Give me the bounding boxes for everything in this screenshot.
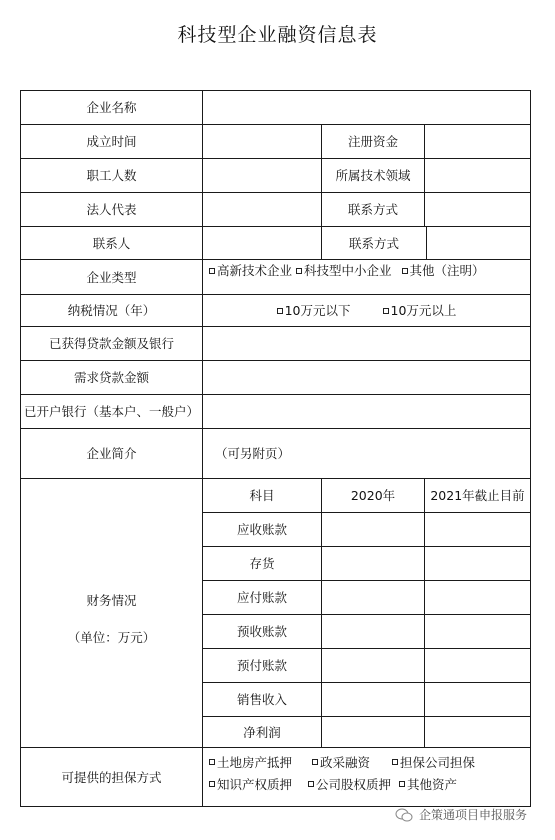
label-contact-method-1: 联系方式 <box>321 192 425 227</box>
field-contact-method-1[interactable] <box>424 192 531 227</box>
checkbox-icon <box>209 781 215 787</box>
tax-above-100k[interactable]: 10万元以上 <box>383 303 457 318</box>
finance-row-label: 净利润 <box>202 716 322 748</box>
watermark <box>395 806 527 823</box>
profile-note: （可另附页） <box>215 446 291 461</box>
label-registered-capital: 注册资金 <box>321 124 425 159</box>
company-type-sme[interactable]: 科技型中小企业 <box>296 263 392 278</box>
tax-below-100k[interactable]: 10万元以下 <box>277 303 351 318</box>
label-established: 成立时间 <box>20 124 203 159</box>
company-type-options <box>202 259 531 295</box>
finance-cell-2021[interactable] <box>424 648 531 683</box>
field-loans-obtained[interactable] <box>202 326 531 361</box>
label-finance <box>20 478 203 748</box>
field-legal-rep[interactable] <box>202 192 322 227</box>
checkbox-icon <box>392 759 398 765</box>
label-bank-accounts: 已开户银行（基本户、一般户） <box>20 394 203 429</box>
finance-row-label: 预收账款 <box>202 614 322 649</box>
finance-cell-2021[interactable] <box>424 512 531 547</box>
label-company-type: 企业类型 <box>20 259 203 295</box>
finance-header-2021: 2021年截止目前 <box>424 478 531 513</box>
finance-unit: （单位：万元） <box>67 630 156 645</box>
form-title: 科技型企业融资信息表 <box>177 24 378 46</box>
label-loans-obtained: 已获得贷款金额及银行 <box>20 326 203 361</box>
finance-cell-2021[interactable] <box>424 682 531 717</box>
finance-row-label: 应付账款 <box>202 580 322 615</box>
label-guarantee: 可提供的担保方式 <box>20 747 203 807</box>
checkbox-icon <box>399 781 405 787</box>
finance-cell-2021[interactable] <box>424 614 531 649</box>
finance-cell-2020[interactable] <box>321 614 425 649</box>
label-legal-rep: 法人代表 <box>20 192 203 227</box>
finance-cell-2020[interactable] <box>321 648 425 683</box>
guarantee-other-assets[interactable]: 其他资产 <box>399 777 457 792</box>
field-profile[interactable] <box>202 428 531 479</box>
finance-cell-2020[interactable] <box>321 716 425 748</box>
checkbox-icon <box>308 781 314 787</box>
label-loan-demand: 需求贷款金额 <box>20 360 203 395</box>
guarantee-ip-pledge[interactable]: 知识产权质押 <box>209 777 292 792</box>
field-company-name[interactable] <box>202 90 531 125</box>
guarantee-equity-pledge[interactable]: 公司股权质押 <box>308 777 391 792</box>
field-registered-capital[interactable] <box>424 124 531 159</box>
field-loan-demand[interactable] <box>202 360 531 395</box>
finance-cell-2020[interactable] <box>321 512 425 547</box>
checkbox-icon <box>383 308 389 314</box>
finance-cell-2021[interactable] <box>424 546 531 581</box>
field-employees[interactable] <box>202 158 322 193</box>
checkbox-icon <box>312 759 318 765</box>
finance-cell-2021[interactable] <box>424 580 531 615</box>
label-tax: 纳税情况（年） <box>20 294 203 327</box>
finance-title: 财务情况 <box>86 593 137 608</box>
checkbox-icon <box>209 759 215 765</box>
checkbox-icon <box>296 268 302 274</box>
label-company-name: 企业名称 <box>20 90 203 125</box>
label-contact-person: 联系人 <box>20 226 203 260</box>
checkbox-icon <box>402 268 408 274</box>
label-contact-method-2: 联系方式 <box>321 226 427 260</box>
field-established[interactable] <box>202 124 322 159</box>
finance-row-label: 应收账款 <box>202 512 322 547</box>
finance-cell-2021[interactable] <box>424 716 531 748</box>
finance-cell-2020[interactable] <box>321 546 425 581</box>
finance-header-2020: 2020年 <box>321 478 425 513</box>
company-type-other[interactable]: 其他（注明） <box>402 263 485 278</box>
wechat-icon <box>395 808 413 822</box>
finance-row-label: 预付账款 <box>202 648 322 683</box>
guarantee-gov-procurement[interactable]: 政采融资 <box>312 755 370 770</box>
label-profile: 企业简介 <box>20 428 203 479</box>
finance-header-subject: 科目 <box>202 478 322 513</box>
company-type-high-tech[interactable]: 高新技术企业 <box>209 263 292 278</box>
tax-options <box>202 294 531 327</box>
field-tech-field[interactable] <box>424 158 531 193</box>
label-tech-field: 所属技术领域 <box>321 158 425 193</box>
guarantee-guarantee-company[interactable]: 担保公司担保 <box>392 755 475 770</box>
finance-row-label: 存货 <box>202 546 322 581</box>
checkbox-icon <box>277 308 283 314</box>
finance-row-label: 销售收入 <box>202 682 322 717</box>
field-contact-person[interactable] <box>202 226 322 260</box>
finance-cell-2020[interactable] <box>321 580 425 615</box>
checkbox-icon <box>209 268 215 274</box>
field-contact-method-2[interactable] <box>426 226 531 260</box>
field-bank-accounts[interactable] <box>202 394 531 429</box>
guarantee-real-estate[interactable]: 土地房产抵押 <box>209 755 292 770</box>
finance-cell-2020[interactable] <box>321 682 425 717</box>
label-employees: 职工人数 <box>20 158 203 193</box>
watermark-text: 企策通项目申报服务 <box>419 808 528 822</box>
guarantee-options <box>202 747 531 807</box>
